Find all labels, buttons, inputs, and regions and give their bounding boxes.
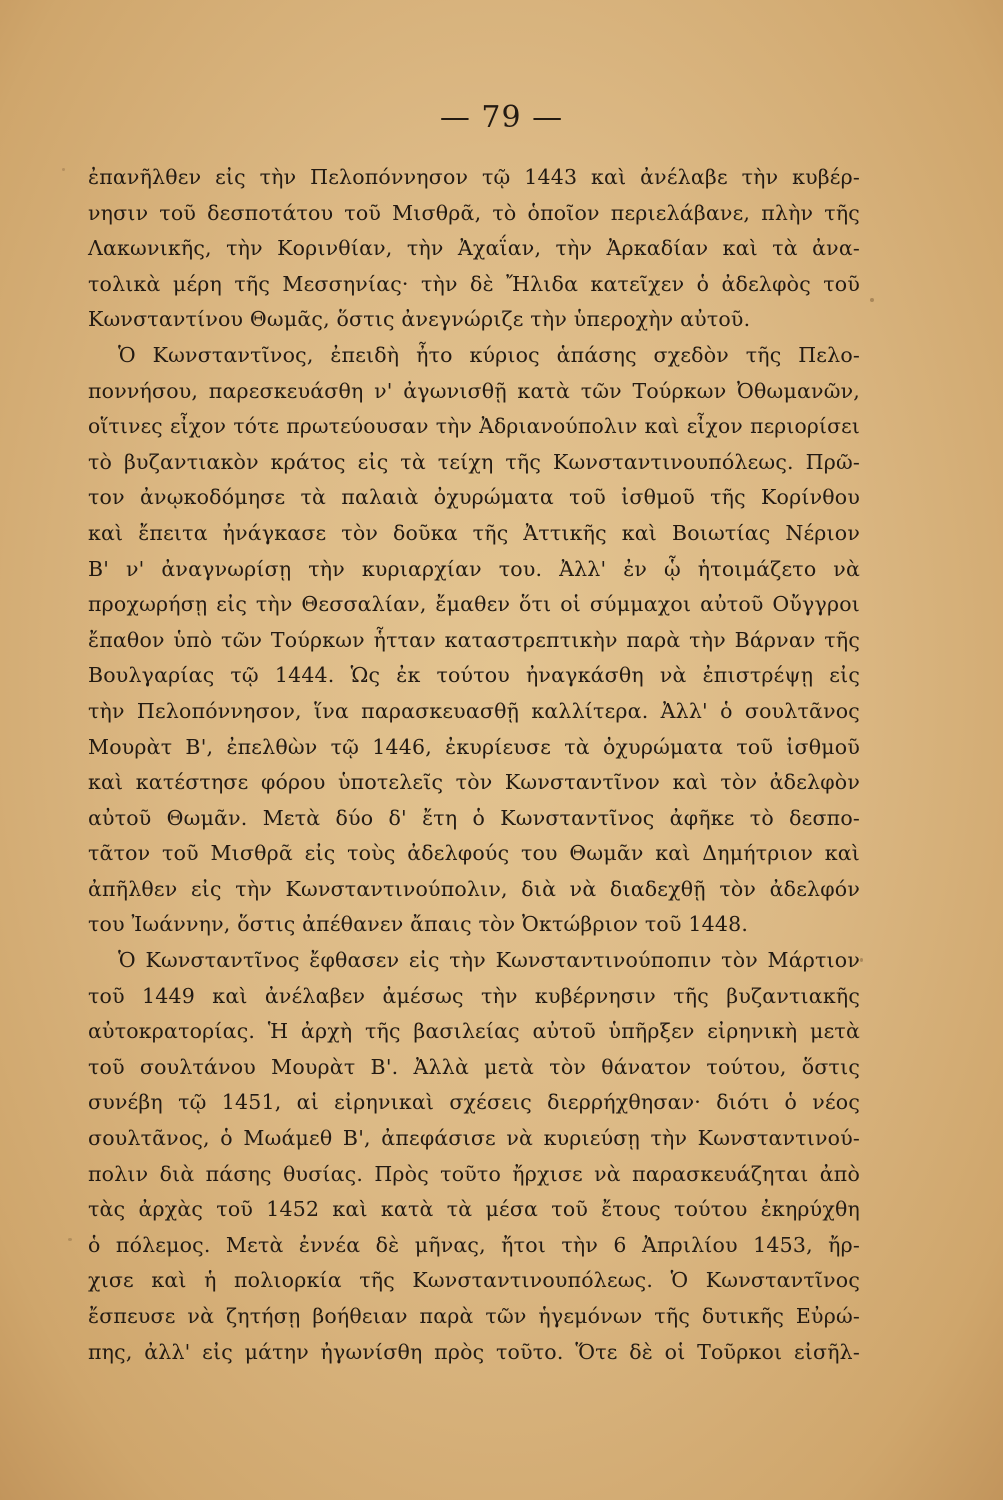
text-line: Ὁ Κωνσταντῖνος, ἐπειδὴ ἦτο κύριος ἁπάσης σχεδὸν τῆς Πελο- bbox=[118, 342, 860, 367]
text-line: Κωνσταντίνου Θωμᾶς, ὅστις ἀνεγνώριζε τὴν ὑπεροχὴν αὐτοῦ. bbox=[88, 307, 751, 332]
text-line: ἀπῆλθεν εἰς τὴν Κωνσταντινούπολιν, διὰ νὰ διαδεχθῇ τὸν ἀδελφόν bbox=[88, 876, 860, 901]
text-line: ἐπανῆλθεν εἰς τὴν Πελοπόννησον τῷ 1443 καὶ ἀνέλαβε τὴν κυβέρ- bbox=[88, 165, 860, 189]
text-line: ποννήσου, παρεσκευάσθη ν' ἀγωνισθῇ κατὰ τῶν Τούρκων Ὀθωμανῶν, bbox=[88, 378, 860, 403]
text-line: τὴν Πελοπόννησον, ἵνα παρασκευασθῇ καλλίτερα. Ἀλλ' ὁ σουλτᾶνος bbox=[88, 698, 860, 723]
text-line: Β' ν' ἀναγνωρίσῃ τὴν κυριαρχίαν του. Ἀλλ' ἐν ᾧ ἡτοιμάζετο νὰ bbox=[88, 556, 860, 581]
text-line: Ὁ Κωνσταντῖνος ἔφθασεν εἰς τὴν Κωνσταντινούποπιν τὸν Μάρτιον bbox=[118, 948, 860, 973]
text-line: αὐτοκρατορίας. Ἡ ἀρχὴ τῆς βασιλείας αὐτοῦ ὑπῆρξεν εἰρηνικὴ μετὰ bbox=[88, 1019, 860, 1044]
paper-speck bbox=[62, 168, 65, 171]
text-line: τὰς ἀρχὰς τοῦ 1452 καὶ κατὰ τὰ μέσα τοῦ ἔτους τούτου ἐκηρύχθη bbox=[88, 1197, 860, 1222]
text-line: Μουρὰτ Β', ἐπελθὼν τῷ 1446, ἐκυρίευσε τὰ ὀχυρώματα τοῦ ἰσθμοῦ bbox=[88, 734, 860, 759]
paper-speck bbox=[860, 958, 863, 962]
text-line: τοῦ σουλτάνου Μουρὰτ Β'. Ἀλλὰ μετὰ τὸν θάνατον τούτου, ὅστις bbox=[88, 1054, 860, 1079]
text-line: τᾶτον τοῦ Μισθρᾶ εἰς τοὺς ἀδελφούς του Θωμᾶν καὶ Δημήτριον καὶ bbox=[88, 841, 860, 866]
page-number: — 79 — bbox=[439, 100, 564, 135]
body-text bbox=[88, 160, 860, 1370]
text-line: πολιν διὰ πάσης θυσίας. Πρὸς τοῦτο ἤρχισε νὰ παρασκευάζηται ἀπὸ bbox=[88, 1161, 860, 1186]
text-line: ἔπαθον ὑπὸ τῶν Τούρκων ἧτταν καταστρεπτικὴν παρὰ τὴν Βάρναν τῆς bbox=[88, 627, 860, 652]
paper-speck bbox=[870, 298, 874, 302]
text-line: ὁ πόλεμος. Μετὰ ἐννέα δὲ μῆνας, ἤτοι τὴν 6 Ἀπριλίου 1453, ἤρ- bbox=[88, 1232, 860, 1257]
text-line: τὸ βυζαντιακὸν κράτος εἰς τὰ τείχη τῆς Κωνσταντινουπόλεως. Πρῶ- bbox=[88, 449, 860, 474]
text-line: του Ἰωάννην, ὅστις ἀπέθανεν ἄπαις τὸν Ὀκτώβριον τοῦ 1448. bbox=[88, 912, 749, 937]
text-line: τοῦ 1449 καὶ ἀνέλαβεν ἀμέσως τὴν κυβέρνησιν τῆς βυζαντιακῆς bbox=[88, 983, 860, 1008]
text-line: χισε καὶ ἡ πολιορκία τῆς Κωνσταντινουπόλεως. Ὁ Κωνσταντῖνος bbox=[88, 1268, 860, 1293]
text-line: οἵτινες εἶχον τότε πρωτεύουσαν τὴν Ἀδριανούπολιν καὶ εἶχον περιορίσει bbox=[88, 414, 860, 439]
text-line: συνέβη τῷ 1451, αἱ εἰρηνικαὶ σχέσεις διερρήχθησαν· διότι ὁ νέος bbox=[88, 1090, 860, 1115]
text-line: καὶ ἔπειτα ἠνάγκασε τὸν δοῦκα τῆς Ἀττικῆς καὶ Βοιωτίας Νέριον bbox=[88, 520, 860, 545]
text-line: προχωρήσῃ εἰς τὴν Θεσσαλίαν, ἔμαθεν ὅτι οἱ σύμμαχοι αὐτοῦ Οὔγγροι bbox=[88, 592, 860, 617]
text-line: αὐτοῦ Θωμᾶν. Μετὰ δύο δ' ἔτη ὁ Κωνσταντῖνος ἀφῆκε τὸ δεσπο- bbox=[88, 805, 860, 830]
text-line: Λακωνικῆς, τὴν Κορινθίαν, τὴν Ἀχαΐαν, τὴν Ἀρκαδίαν καὶ τὰ ἀνα- bbox=[88, 236, 860, 261]
text-line: τολικὰ μέρη τῆς Μεσσηνίας· τὴν δὲ Ἤλιδα κατεῖχεν ὁ ἀδελφὸς τοῦ bbox=[88, 271, 860, 296]
text-line: νησιν τοῦ δεσποτάτου τοῦ Μισθρᾶ, τὸ ὁποῖον περιελάβανε, πλὴν τῆς bbox=[88, 200, 860, 225]
paper-speck bbox=[68, 1238, 72, 1241]
text-line: σουλτᾶνος, ὁ Μωάμεθ Β', ἀπεφάσισε νὰ κυριεύσῃ τὴν Κωνσταντινού- bbox=[88, 1126, 860, 1151]
text-line: τον ἀνῳκοδόμησε τὰ παλαιὰ ὀχυρώματα τοῦ ἰσθμοῦ τῆς Κορίνθου bbox=[88, 485, 860, 510]
text-line: καὶ κατέστησε φόρου ὑποτελεῖς τὸν Κωνσταντῖνον καὶ τὸν ἀδελφὸν bbox=[88, 770, 860, 795]
text-line: ἔσπευσε νὰ ζητήσῃ βοήθειαν παρὰ τῶν ἡγεμόνων τῆς δυτικῆς Εὐρώ- bbox=[88, 1304, 860, 1328]
text-line: Βουλγαρίας τῷ 1444. Ὡς ἐκ τούτου ἠναγκάσθη νὰ ἐπιστρέψῃ εἰς bbox=[88, 663, 860, 688]
text-line: πης, ἀλλ' εἰς μάτην ἠγωνίσθη πρὸς τοῦτο. Ὅτε δὲ οἱ Τοῦρκοι εἰσῆλ- bbox=[88, 1339, 860, 1364]
